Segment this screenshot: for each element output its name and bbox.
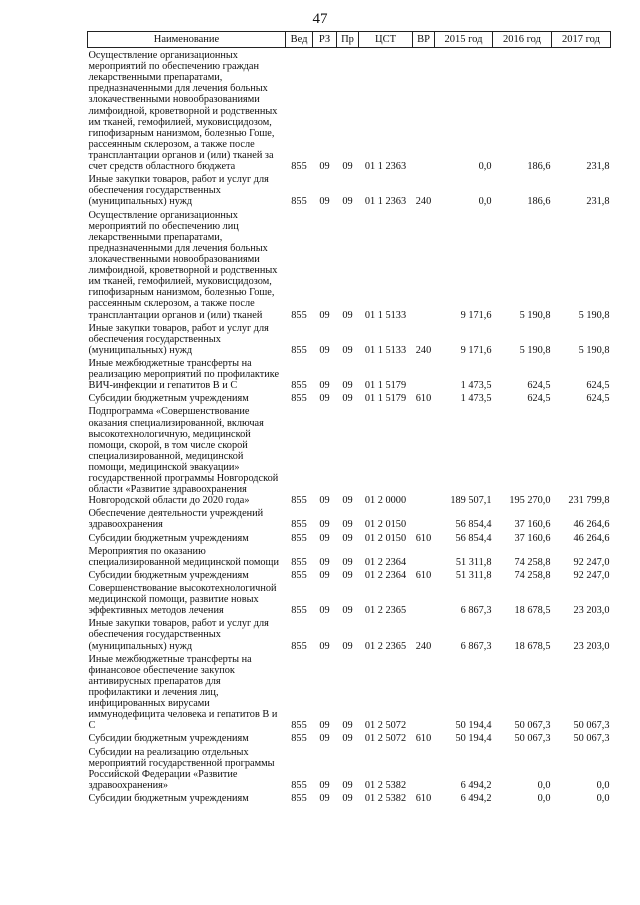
row-ved: 855 — [291, 532, 307, 544]
row-pr: 09 — [342, 309, 353, 321]
row-2016: 50 067,3 — [514, 733, 551, 745]
row-cst: 01 2 0150 — [364, 532, 407, 544]
row-2015: 0,0 — [478, 161, 492, 173]
row-name: Осуществление организационных мероприятий по обеспечению лиц лекарственными препаратами, предназначенными для лечения больных злокачественными новообразованиями лимфоидной, кроветворной и родственных им тканей, гемофилией, муковисцидозом, гипофизарным нанизмом, болезнью Гоше, рассеянным склерозом, а также после трансплантации органов и (или) тканей — [88, 209, 278, 321]
row-rz: 09 — [319, 380, 330, 392]
row-pr: 09 — [342, 495, 353, 507]
row-pr: 09 — [342, 380, 353, 392]
row-name: Субсидии бюджетным учреждениям — [88, 733, 249, 745]
row-2016: 186,6 — [527, 161, 551, 173]
row-cst: 01 1 5179 — [364, 380, 407, 392]
row-2016: 5 190,8 — [519, 309, 551, 321]
row-vr — [413, 544, 435, 568]
table-row — [88, 652, 611, 732]
row-2015: 50 194,4 — [455, 733, 492, 745]
header-2017: 2017 год — [552, 32, 611, 48]
row-name: Иные межбюджетные трансферты на реализацию мероприятий по профилактике ВИЧ-инфекции и гепатитов В и С — [88, 357, 280, 392]
row-ved: 855 — [291, 344, 307, 356]
row-2016: 195 270,0 — [509, 495, 551, 507]
row-rz: 09 — [319, 532, 330, 544]
table-row — [88, 544, 611, 568]
row-vr: 240 — [415, 196, 432, 208]
table-row — [88, 568, 611, 581]
row-2017: 50 067,3 — [573, 720, 610, 732]
header-name: Наименование — [88, 32, 286, 48]
table-row — [88, 356, 611, 391]
row-2016: 0,0 — [537, 793, 551, 804]
row-2017: 46 264,6 — [573, 519, 610, 531]
row-pr: 09 — [342, 196, 353, 208]
header-ved: Вед — [286, 32, 313, 48]
table-row — [88, 731, 611, 744]
row-name: Обеспечение деятельности учреждений здравоохранения — [88, 508, 264, 531]
budget-table — [87, 31, 611, 804]
row-2016: 0,0 — [537, 779, 551, 791]
row-pr: 09 — [342, 779, 353, 791]
row-2015: 56 854,4 — [455, 532, 492, 544]
row-name: Иные закупки товаров, работ и услуг для обеспечения государственных (муниципальных) нужд — [88, 174, 269, 208]
row-cst: 01 2 5072 — [364, 733, 407, 745]
row-2015: 189 507,1 — [450, 495, 492, 507]
row-cst: 01 1 2363 — [364, 161, 407, 173]
row-rz: 09 — [319, 196, 330, 208]
table-row — [88, 172, 611, 207]
table-row — [88, 48, 611, 173]
row-cst: 01 2 5382 — [364, 779, 407, 791]
row-ved: 855 — [291, 380, 307, 392]
row-2016: 74 258,8 — [514, 569, 551, 581]
row-cst: 01 2 2365 — [364, 605, 407, 617]
table-row — [88, 616, 611, 651]
row-cst: 01 2 2364 — [364, 569, 407, 581]
row-rz: 09 — [319, 344, 330, 356]
row-2017: 231,8 — [586, 196, 610, 208]
row-vr — [413, 506, 435, 530]
row-2016: 50 067,3 — [514, 720, 551, 732]
row-pr: 09 — [342, 556, 353, 568]
row-2016: 624,5 — [527, 380, 551, 392]
row-name: Иные межбюджетные трансферты на финансовое обеспечение закупок антивирусных препаратов для профилактики и лечения лиц, инфицированных вирусами иммунодефицита человека и гепатитов В и С — [88, 653, 278, 732]
row-vr — [413, 356, 435, 391]
row-cst: 01 2 0000 — [364, 495, 407, 507]
row-pr: 09 — [342, 569, 353, 581]
row-name: Субсидии бюджетным учреждениям — [88, 532, 249, 544]
table-header-row — [88, 32, 611, 48]
row-vr: 610 — [415, 793, 432, 804]
row-ved: 855 — [291, 779, 307, 791]
row-2017: 23 203,0 — [573, 640, 610, 652]
header-cst: ЦСТ — [359, 32, 413, 48]
header-2016: 2016 год — [493, 32, 552, 48]
row-2017: 5 190,8 — [578, 344, 610, 356]
header-rz: РЗ — [313, 32, 337, 48]
row-ved: 855 — [291, 733, 307, 745]
row-2016: 74 258,8 — [514, 556, 551, 568]
row-2017: 0,0 — [596, 793, 610, 804]
row-rz: 09 — [319, 556, 330, 568]
row-vr: 610 — [415, 532, 432, 544]
row-2016: 37 160,6 — [514, 519, 551, 531]
row-2016: 5 190,8 — [519, 344, 551, 356]
row-cst: 01 2 2365 — [364, 640, 407, 652]
table-row — [88, 531, 611, 544]
row-rz: 09 — [319, 605, 330, 617]
table-row — [88, 391, 611, 404]
row-name: Подпрограмма «Совершенствование оказания специализированной, включая высокотехнологичную, медицинской помощи, скорой, в том числе скорой специализированной, медицинской помощи, медицинской эвакуации» государственной программы Новгородской области «Развитие здравоохранения Новгородской области до 2020 года» — [88, 406, 279, 507]
table-row — [88, 791, 611, 804]
row-2015: 6 867,3 — [460, 640, 492, 652]
table-row — [88, 506, 611, 530]
row-2017: 624,5 — [586, 393, 610, 405]
row-name: Субсидии бюджетным учреждениям — [88, 393, 249, 405]
row-2015: 1 473,5 — [460, 393, 492, 405]
row-2016: 186,6 — [527, 196, 551, 208]
row-rz: 09 — [319, 779, 330, 791]
row-name: Субсидии бюджетным учреждениям — [88, 793, 249, 804]
row-vr: 240 — [415, 344, 432, 356]
row-ved: 855 — [291, 309, 307, 321]
row-vr: 610 — [415, 733, 432, 745]
row-name: Субсидии бюджетным учреждениям — [88, 569, 249, 581]
row-2017: 231,8 — [586, 161, 610, 173]
row-vr — [413, 48, 435, 173]
row-2015: 6 494,2 — [460, 779, 492, 791]
row-vr: 610 — [415, 569, 432, 581]
row-rz: 09 — [319, 720, 330, 732]
row-pr: 09 — [342, 519, 353, 531]
row-cst: 01 1 5133 — [364, 344, 407, 356]
row-cst: 01 1 5179 — [364, 393, 407, 405]
row-ved: 855 — [291, 605, 307, 617]
row-pr: 09 — [342, 393, 353, 405]
row-pr: 09 — [342, 161, 353, 173]
row-pr: 09 — [342, 733, 353, 745]
row-ved: 855 — [291, 495, 307, 507]
row-rz: 09 — [319, 733, 330, 745]
row-2017: 624,5 — [586, 380, 610, 392]
row-ved: 855 — [291, 196, 307, 208]
row-vr — [413, 581, 435, 616]
row-ved: 855 — [291, 720, 307, 732]
row-rz: 09 — [319, 519, 330, 531]
table-row — [88, 321, 611, 356]
row-2017: 50 067,3 — [573, 733, 610, 745]
row-2017: 23 203,0 — [573, 605, 610, 617]
row-ved: 855 — [291, 556, 307, 568]
header-2015: 2015 год — [435, 32, 493, 48]
row-rz: 09 — [319, 393, 330, 405]
row-vr: 610 — [415, 393, 432, 405]
row-2015: 9 171,6 — [460, 344, 492, 356]
row-2016: 624,5 — [527, 393, 551, 405]
row-name: Иные закупки товаров, работ и услуг для обеспечения государственных (муниципальных) нужд — [88, 322, 269, 356]
page-number: 47 — [312, 11, 328, 27]
row-pr: 09 — [342, 605, 353, 617]
row-2015: 56 854,4 — [455, 519, 492, 531]
row-2015: 50 194,4 — [455, 720, 492, 732]
row-name: Совершенствование высокотехнологичной медицинской помощи, развитие новых эффективных методов лечения — [88, 583, 277, 617]
row-2015: 51 311,8 — [455, 556, 492, 568]
row-cst: 01 2 2364 — [364, 556, 407, 568]
table-row — [88, 745, 611, 791]
row-rz: 09 — [319, 640, 330, 652]
row-cst: 01 2 0150 — [364, 519, 407, 531]
row-cst: 01 2 5382 — [364, 793, 407, 804]
row-ved: 855 — [291, 519, 307, 531]
row-pr: 09 — [342, 640, 353, 652]
row-2016: 18 678,5 — [514, 640, 551, 652]
row-ved: 855 — [291, 161, 307, 173]
row-2015: 51 311,8 — [455, 569, 492, 581]
row-2016: 37 160,6 — [514, 532, 551, 544]
row-ved: 855 — [291, 793, 307, 804]
table-row — [88, 208, 611, 321]
row-rz: 09 — [319, 793, 330, 804]
row-2015: 1 473,5 — [460, 380, 492, 392]
row-2017: 46 264,6 — [573, 532, 610, 544]
row-name: Иные закупки товаров, работ и услуг для обеспечения государственных (муниципальных) нужд — [88, 618, 269, 652]
row-vr — [413, 652, 435, 732]
row-2017: 5 190,8 — [578, 309, 610, 321]
table-row — [88, 404, 611, 506]
row-pr: 09 — [342, 344, 353, 356]
row-2017: 92 247,0 — [573, 569, 610, 581]
row-rz: 09 — [319, 309, 330, 321]
header-pr: Пр — [337, 32, 359, 48]
row-rz: 09 — [319, 495, 330, 507]
row-2017: 0,0 — [596, 779, 610, 791]
row-name: Осуществление организационных мероприятий по обеспечению граждан лекарственными препаратами, предназначенными для лечения больных злокачественными новообразованиями лимфоидной, кроветворной и родственных им тканей, гемофилией, муковисцидозом, гипофизарным нанизмом, болезнью Гоше, рассеянным склерозом, а также после трансплантации органов и (или) тканей за счет средств областного бюджета — [88, 50, 278, 173]
row-2015: 0,0 — [478, 196, 492, 208]
row-2016: 18 678,5 — [514, 605, 551, 617]
row-name: Мероприятия по оказанию специализированной медицинской помощи — [88, 545, 279, 568]
row-2015: 9 171,6 — [460, 309, 492, 321]
row-pr: 09 — [342, 532, 353, 544]
row-ved: 855 — [291, 640, 307, 652]
row-name: Субсидии на реализацию отдельных мероприятий государственной программы Российской Федерации «Развитие здравоохранения» — [88, 746, 275, 791]
row-cst: 01 2 5072 — [364, 720, 407, 732]
row-vr — [413, 404, 435, 506]
row-cst: 01 1 5133 — [364, 309, 407, 321]
row-rz: 09 — [319, 161, 330, 173]
row-pr: 09 — [342, 793, 353, 804]
row-pr: 09 — [342, 720, 353, 732]
row-cst: 01 1 2363 — [364, 196, 407, 208]
row-2015: 6 867,3 — [460, 605, 492, 617]
row-2017: 231 799,8 — [568, 495, 610, 507]
row-2017: 92 247,0 — [573, 556, 610, 568]
row-rz: 09 — [319, 569, 330, 581]
row-ved: 855 — [291, 569, 307, 581]
header-vr: ВР — [413, 32, 435, 48]
row-vr — [413, 208, 435, 321]
row-vr: 240 — [415, 640, 432, 652]
row-2015: 6 494,2 — [460, 793, 492, 804]
row-vr — [413, 745, 435, 791]
table-row — [88, 581, 611, 616]
row-ved: 855 — [291, 393, 307, 405]
